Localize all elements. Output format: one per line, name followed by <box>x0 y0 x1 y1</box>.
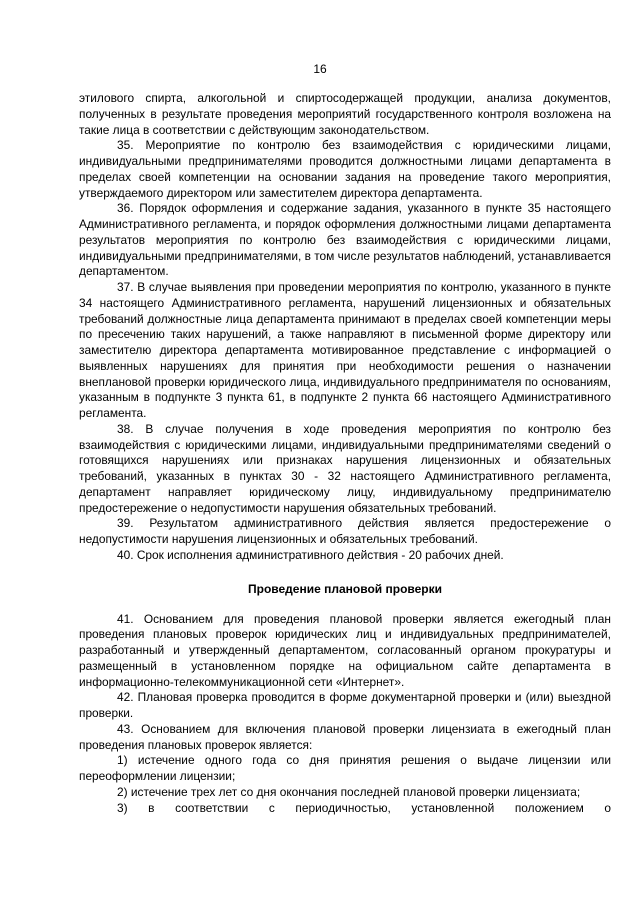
paragraph-37: 37. В случае выявления при проведении мероприятия по контролю, указанного в пункте 34 настоящего Административного регламента, нарушений лицензионных и обязательных требований должностные лица департамента принимают в пределах своей компетенции меры по пресечению таких нарушений, а также направляют в письменной форме директору или заместителю директора департамента мотивированное представление с информацией о выявленных нарушениях для принятия при необходимости решения о назначении внеплановой проверки юридического лица, индивидуального предпринимателя по основаниям, указанным в подпункте 3 пункта 61, в подпункте 2 пункта 66 настоящего Административного регламента. <box>79 280 611 420</box>
section-heading: Проведение плановой проверки <box>248 581 442 596</box>
paragraph-39: 39. Результатом административного действия является предостережение о недопустимости нарушения лицензионных и обязательных требований. <box>79 516 611 546</box>
page-number: 16 <box>313 62 327 76</box>
list-item-2: 2) истечение трех лет со дня окончания последней плановой проверки лицензиата; <box>117 784 581 799</box>
paragraph-41: 41. Основанием для проведения плановой проверки является ежегодный план проведения плановых проверок юридических лиц и индивидуальных предпринимателей, разработанный и утвержденный департаментом, согласованный органом прокуратуры и размещенный в установленном порядке на официальном сайте департамента в информационно-телекоммуникационной сети «Интернет». <box>79 611 611 689</box>
paragraph-38: 38. В случае получения в ходе проведения мероприятия по контролю без взаимодействия с юридическими лицами, индивидуальными предпринимателями сведений о готовящихся нарушениях или признаках нарушения лицензионных и обязательных требований, указанных в пунктах 30 - 32 настоящего Административного регламента, департамент направляет юридическому лицу, индивидуальному предпринимателю предостережение о недопустимости нарушения обязательных требований. <box>79 421 611 515</box>
document-body <box>79 91 611 816</box>
list-item-1: 1) истечение одного года со дня принятия решения о выдаче лицензии или переоформлении лицензии; <box>79 753 611 783</box>
list-item-3: 3) в соответствии с периодичностью, установленной положением о <box>117 800 611 815</box>
paragraph-36: 36. Порядок оформления и содержание задания, указанного в пункте 35 настоящего Административного регламента, и порядок оформления должностными лицами департамента результатов мероприятия по контролю без взаимодействия с юридическими лицами, индивидуальными предпринимателями, в том числе результатов наблюдений, устанавливается департаментом. <box>79 201 611 279</box>
paragraph-43: 43. Основанием для включения плановой проверки лицензиата в ежегодный план проведения плановых проверок является: <box>79 721 611 752</box>
paragraph-35: 35. Мероприятие по контролю без взаимодействия с юридическими лицами, индивидуальными предпринимателями проводится должностными лицами департамента в пределах своей компетенции на основании задания на проведение такого мероприятия, утверждаемого директором или заместителем директора департамента. <box>79 138 611 200</box>
paragraph-continuation: этилового спирта, алкогольной и спиртосодержащей продукции, анализа документов, полученных в результате проведения мероприятий государственного контроля возложена на такие лица в соответствии с действующим законодательством. <box>79 91 611 137</box>
paragraph-42: 42. Плановая проверка проводится в форме документарной проверки и (или) выездной проверки. <box>79 690 611 720</box>
paragraph-40: 40. Срок исполнения административного действия - 20 рабочих дней. <box>117 547 504 562</box>
